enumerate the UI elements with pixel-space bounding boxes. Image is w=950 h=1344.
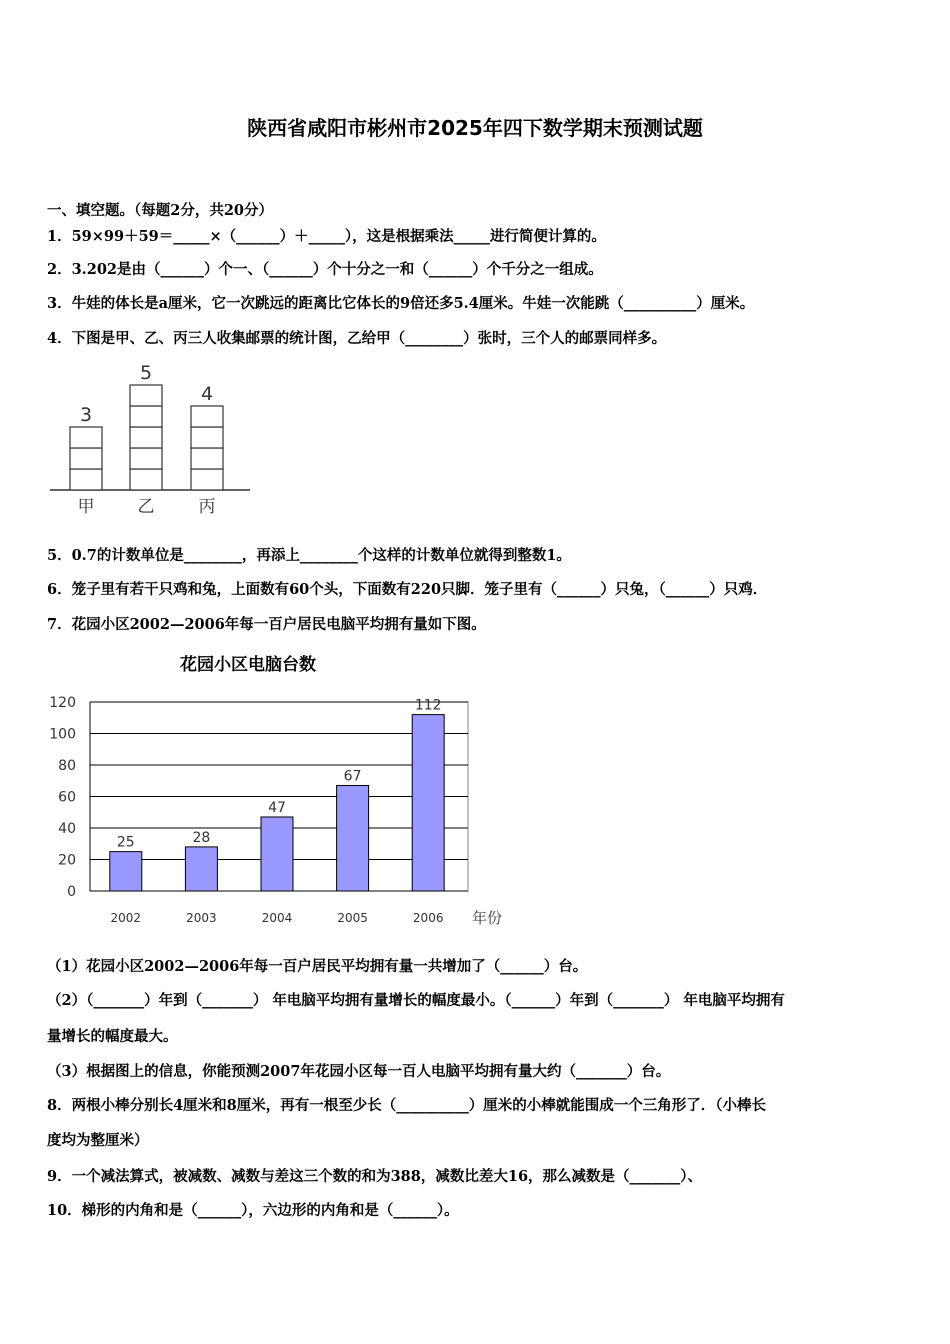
- bar: [412, 715, 444, 891]
- question-8: 8．两根小棒分别长4厘米和8厘米，再有一根至少长（__________）厘米的小棒就能围成一个三角形了．（小棒长: [47, 1097, 767, 1114]
- bar: [110, 852, 142, 891]
- question-5: 5．0.7的计数单位是________，再添上________个这样的计数单位就得到整数1。: [47, 547, 571, 564]
- y-tick-label: 60: [58, 789, 76, 806]
- question-6: 6．笼子里有若干只鸡和兔，上面数有60个头，下面数有220只脚．笼子里有（______）只兔，（______）只鸡．: [47, 581, 768, 598]
- y-tick-label: 20: [58, 852, 76, 869]
- question-9: 9．一个减法算式，被减数、减数与差这三个数的和为388，减数比差大16，那么减数是（_______）、: [47, 1168, 703, 1185]
- data-label: 47: [268, 799, 286, 816]
- question-7: 7．花园小区2002—2006年每一百户居民电脑平均拥有量如下图。: [47, 616, 486, 633]
- category-label: 丙: [198, 497, 216, 517]
- x-tick-label: 2004: [261, 911, 293, 925]
- data-label: 112: [414, 697, 442, 714]
- data-label: 67: [343, 768, 362, 785]
- x-axis-label: 年份: [472, 909, 503, 927]
- question-7-1: （1）花园小区2002—2006年每一百户居民平均拥有量一共增加了（______）台。: [47, 958, 588, 975]
- x-tick-label: 2002: [110, 911, 142, 925]
- y-tick-label: 100: [49, 726, 76, 743]
- value-label: 4: [200, 383, 214, 405]
- x-tick-label: 2005: [337, 911, 368, 925]
- value-label: 3: [79, 404, 93, 426]
- value-label: 5: [139, 362, 153, 384]
- bar: [337, 785, 369, 891]
- data-label: 25: [116, 834, 135, 851]
- question-7-2: （2）（_______）年到（_______） 年电脑平均拥有量增长的幅度最小。（______）年到（_______） 年电脑平均拥有: [47, 992, 785, 1009]
- y-tick-label: 80: [58, 758, 76, 774]
- question-2: 2．3.202是由（______）个一、（______）个十分之一和（______）个千分之一组成。: [47, 261, 603, 278]
- question-8-cont: 度均为整厘米）: [47, 1132, 149, 1149]
- question-3: 3．牛娃的体长是a厘米，它一次跳远的距离比它体长的9倍还多5.4厘米。牛娃一次能跳（__________）厘米。: [47, 295, 755, 312]
- question-1: 1．59×99＋59＝_____×（______）＋_____），这是根据乘法_____进行简便计算的。: [47, 228, 606, 245]
- category-label: 乙: [137, 497, 155, 517]
- category-label: 甲: [77, 497, 95, 517]
- question-4: 4．下图是甲、乙、丙三人收集邮票的统计图，乙给甲（________）张时，三个人的邮票同样多。: [47, 330, 667, 347]
- question-7-3: （3）根据图上的信息，你能预测2007年花园小区每一百人电脑平均拥有量大约（_______）台。: [47, 1063, 671, 1080]
- y-tick-label: 0: [67, 884, 76, 900]
- bar: [261, 817, 293, 891]
- question-10: 10．梯形的内角和是（______），六边形的内角和是（______）。: [47, 1202, 459, 1219]
- data-label: 28: [192, 829, 211, 846]
- bar: [185, 847, 217, 891]
- chart-title: 花园小区电脑台数: [180, 655, 316, 675]
- page-title: 陕西省咸阳市彬州市2025年四下数学期末预测试题: [247, 116, 703, 140]
- y-tick-label: 120: [49, 695, 76, 711]
- section-heading: 一、填空题。（每题2分，共20分）: [47, 202, 274, 219]
- x-tick-label: 2006: [412, 911, 444, 925]
- x-tick-label: 2003: [186, 911, 217, 925]
- y-tick-label: 40: [58, 821, 76, 837]
- question-7-2-cont: 量增长的幅度最大。: [47, 1028, 178, 1045]
